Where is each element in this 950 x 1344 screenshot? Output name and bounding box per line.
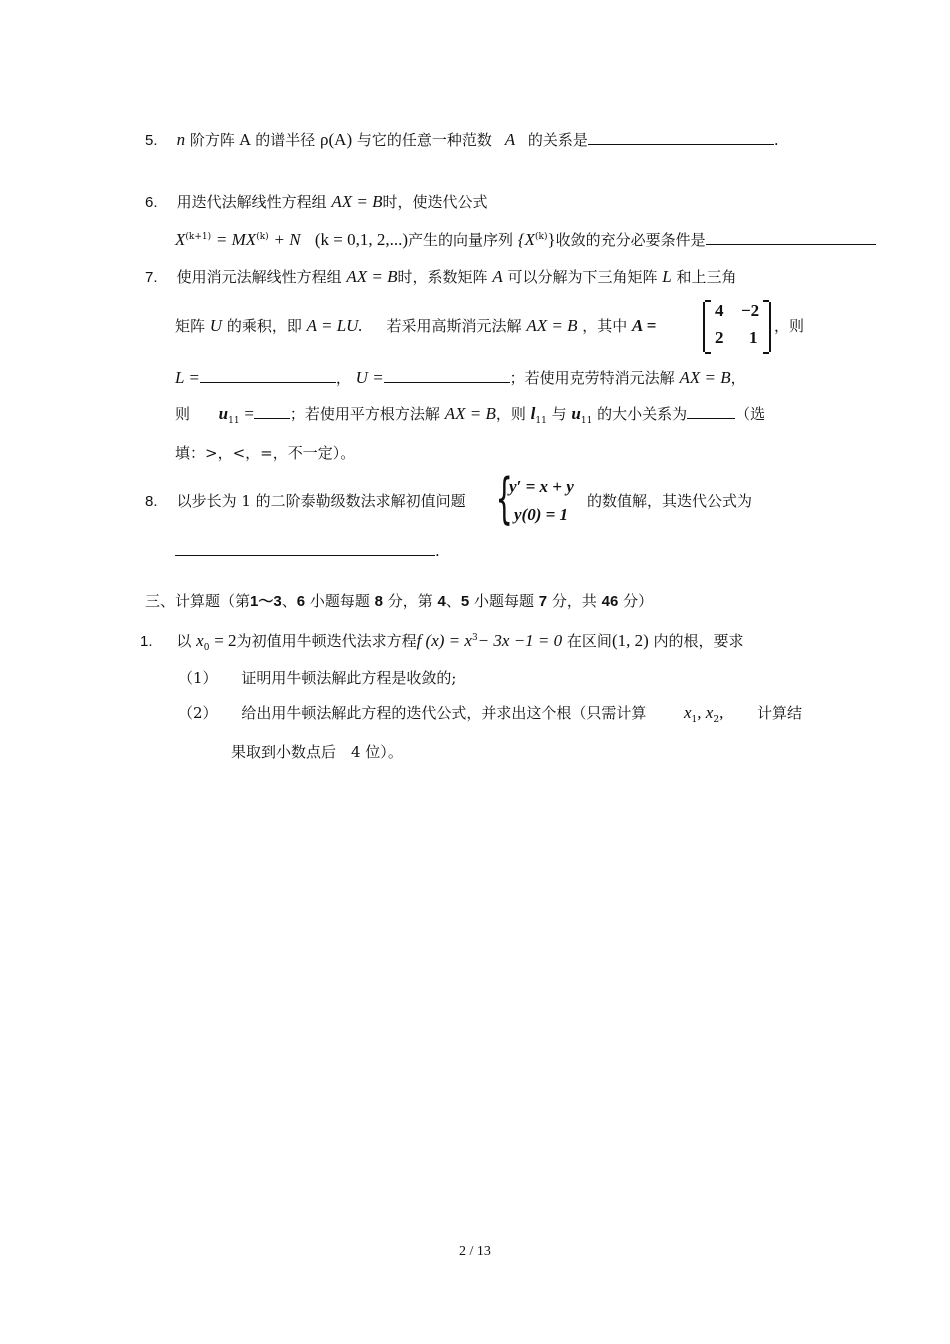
q5-norm-a: A bbox=[504, 130, 516, 149]
q7-l11-sub: 11 bbox=[535, 416, 547, 426]
q7-l-blank[interactable] bbox=[200, 368, 336, 383]
p1-line-1 bbox=[140, 627, 744, 659]
sec3-o: 分） bbox=[618, 592, 654, 610]
p1-text-c: 在区间 bbox=[566, 632, 612, 650]
q7-number: 7. bbox=[145, 269, 158, 286]
q8-line-1b bbox=[587, 490, 752, 512]
q8-number: 8. bbox=[145, 493, 158, 510]
q7-comma-2: ， bbox=[730, 369, 746, 387]
q7-eq-2: AX = B bbox=[526, 316, 578, 335]
q6-k-range: (k = 0,1, 2,...) bbox=[314, 230, 409, 249]
p1-x1: x bbox=[684, 703, 692, 722]
matrix-a11: 4 bbox=[715, 301, 724, 320]
q7-text-m: ，则 bbox=[495, 405, 526, 423]
q6-text-a: 用迭代法解线性方程组 bbox=[176, 193, 327, 211]
q7-line-5 bbox=[175, 442, 355, 464]
sec3-d: 6 bbox=[296, 593, 306, 610]
p1-text-d: 内的根，要求 bbox=[653, 632, 744, 650]
q7-u-blank[interactable] bbox=[384, 368, 510, 383]
p1-sub-2-end bbox=[757, 702, 802, 724]
q6-line-1 bbox=[145, 191, 488, 214]
q7-l11: l bbox=[530, 404, 536, 423]
q6-text-b: 时，使迭代公式 bbox=[382, 193, 488, 211]
sec3-l: 7 bbox=[538, 593, 548, 610]
q6-text-d: 收敛的充分必要条件是 bbox=[555, 231, 706, 249]
q7-a: A bbox=[492, 267, 503, 286]
q8-eq-2: y(0) = 1 bbox=[514, 505, 569, 524]
q6-mx: = MX bbox=[215, 230, 257, 249]
q6-plus-n: + N bbox=[273, 230, 301, 249]
q7-line-2b bbox=[774, 315, 804, 337]
p1-number: 1. bbox=[140, 633, 153, 650]
q6-x: X bbox=[175, 230, 186, 249]
p1-sub-2-vars bbox=[684, 702, 723, 731]
q6-seq-sup: (k) bbox=[535, 232, 548, 242]
q7-text-j: ；若使用克劳特消元法解 bbox=[509, 369, 675, 387]
q8-line-2 bbox=[175, 540, 440, 562]
q7-text-k: 则 bbox=[175, 405, 191, 423]
matrix-a22: 1 bbox=[749, 328, 758, 347]
q5-line bbox=[145, 129, 779, 152]
q6-number: 6. bbox=[145, 194, 158, 211]
q7-comma: ， bbox=[335, 369, 351, 387]
section3-heading bbox=[145, 590, 653, 613]
sec3-i: 、 bbox=[445, 592, 461, 610]
p1-x2-sub: 2 bbox=[713, 715, 720, 725]
q7-u-equals: U = bbox=[355, 368, 384, 387]
q6-sup-k: (k) bbox=[256, 232, 269, 242]
q7-text-i: ，则 bbox=[774, 317, 805, 335]
p1-sub-3 bbox=[231, 741, 403, 763]
p1-text-a: 以 bbox=[176, 632, 192, 650]
q8-brace: { bbox=[495, 467, 513, 530]
q7-line-4 bbox=[175, 403, 765, 432]
q7-u11-b-sub: 11 bbox=[580, 416, 593, 426]
q5-text-c: 的关系是 bbox=[527, 131, 588, 149]
q7-text-g: 若采用高斯消元法解 bbox=[386, 317, 522, 335]
p1-sub2-label: （2） bbox=[178, 704, 218, 722]
q6-seq: {X bbox=[517, 230, 535, 249]
q8-answer-blank[interactable] bbox=[175, 541, 435, 556]
q5-number: 5. bbox=[145, 132, 158, 149]
q7-text-p: （选 bbox=[735, 405, 766, 423]
q7-text-l: ；若使用平方根方法解 bbox=[289, 405, 440, 423]
q8-text-b: 的数值解，其迭代公式为 bbox=[587, 492, 753, 510]
p1-comma: , bbox=[719, 703, 724, 722]
p1-sub1-text: 证明用牛顿法解此方程是收敛的; bbox=[241, 669, 457, 687]
q8-line-1 bbox=[145, 490, 466, 513]
q7-a-equals: A = bbox=[632, 316, 657, 335]
q7-text-a: 使用消元法解线性方程组 bbox=[176, 268, 342, 286]
q7-line-1 bbox=[145, 266, 737, 289]
q7-u11-b: u bbox=[571, 404, 581, 423]
q8-eq-1: y′ = x + y bbox=[509, 477, 574, 496]
q7-text-c: 可以分解为下三角矩阵 bbox=[507, 268, 658, 286]
q6-line-2 bbox=[175, 226, 876, 251]
sec3-f: 8 bbox=[374, 593, 383, 610]
p1-x2: , x bbox=[697, 703, 714, 722]
p1-eq-2: = 2 bbox=[214, 631, 237, 650]
q5-rho: ρ(A) bbox=[320, 130, 353, 149]
q7-eq-3: AX = B bbox=[679, 368, 731, 387]
q7-text-n: 与 bbox=[551, 405, 567, 423]
q5-n: n bbox=[176, 130, 186, 149]
q6-answer-blank[interactable] bbox=[706, 230, 876, 245]
p1-fx: f (x) = x bbox=[416, 631, 472, 650]
q7-eq: AX = B bbox=[346, 267, 398, 286]
q7-text-o: 的大小关系为 bbox=[597, 405, 688, 423]
q7-line-2 bbox=[175, 315, 656, 337]
p1-sub1-label: （1） bbox=[178, 669, 218, 687]
q6-sup-k1: (k+1) bbox=[185, 232, 212, 242]
sec3-k: 小题每题 bbox=[469, 592, 539, 610]
q7-text-f: 的乘积，即 bbox=[226, 317, 302, 335]
q7-text-e: 矩阵 bbox=[175, 317, 206, 335]
p1-cube: 3 bbox=[471, 633, 478, 643]
q7-matrix bbox=[703, 302, 771, 352]
q6-text-c: 产生的向量序列 bbox=[408, 231, 514, 249]
q5-answer-blank[interactable] bbox=[588, 130, 774, 145]
p1-x0: x bbox=[196, 631, 204, 650]
q6-seq-close: } bbox=[547, 230, 556, 249]
matrix-a21: 2 bbox=[715, 328, 724, 347]
q7-u11: u bbox=[218, 404, 229, 423]
q7-line-3 bbox=[175, 367, 746, 389]
sec3-n: 46 bbox=[601, 593, 619, 610]
sec3-e: 小题每题 bbox=[305, 592, 375, 610]
q7-a-lu: A = LU. bbox=[306, 316, 363, 335]
q6-eq: AX = B bbox=[331, 192, 383, 211]
sec3-a: 三、计算题（第 bbox=[145, 592, 251, 610]
q7-l-equals: L = bbox=[175, 368, 200, 387]
sec3-m: 分，共 bbox=[547, 592, 602, 610]
q5-text-a: 阶方阵 A 的谱半径 bbox=[189, 131, 316, 149]
sec3-g: 分，第 bbox=[382, 592, 438, 610]
q5-text-b: 与它的任意一种范数 bbox=[356, 131, 492, 149]
p1-text-b: 为初值用牛顿迭代法求方程 bbox=[236, 632, 417, 650]
q7-u11-sub: 11 bbox=[228, 416, 240, 426]
q7-u11-blank[interactable] bbox=[254, 404, 290, 419]
q7-text-b: 时，系数矩阵 bbox=[397, 268, 488, 286]
q8-text-a: 以步长为 1 的二阶泰勒级数法求解初值问题 bbox=[176, 492, 466, 510]
p1-sub2-text-c: 果取到小数点后 4 位）。 bbox=[231, 743, 403, 761]
matrix-a12: −2 bbox=[741, 301, 760, 320]
p1-sub2-text-b: 计算结 bbox=[757, 704, 803, 722]
p1-sub2-text: 给出用牛顿法解此方程的迭代公式，并求出这个根（只需计算 bbox=[241, 704, 647, 722]
q7-u: U bbox=[209, 316, 223, 335]
sec3-b: 1～3 bbox=[250, 593, 282, 610]
q5-period: . bbox=[773, 131, 779, 149]
q7-text-h: ，其中 bbox=[582, 317, 628, 335]
q8-period: . bbox=[435, 542, 440, 560]
q7-text-d: 和上三角 bbox=[676, 268, 737, 286]
p1-sub-1 bbox=[178, 667, 456, 689]
p1-interval: (1, 2) bbox=[611, 631, 649, 650]
q7-text-q: 填：>，<，=，不一定）。 bbox=[175, 444, 356, 462]
p1-sub-2 bbox=[178, 702, 646, 724]
page-number: 2 / 13 bbox=[459, 1244, 491, 1259]
q7-eq-4: AX = B bbox=[444, 404, 496, 423]
p1-fx-rest: − 3x −1 = 0 bbox=[477, 631, 563, 650]
q7-eq-sign: = bbox=[244, 404, 254, 423]
p1-x0-sub: 0 bbox=[203, 643, 210, 653]
q7-compare-blank[interactable] bbox=[687, 404, 735, 419]
q7-l: L bbox=[662, 267, 672, 286]
sec3-j: 5 bbox=[460, 593, 470, 610]
sec3-h: 4 bbox=[437, 593, 446, 610]
p1-x1-sub: 1 bbox=[691, 715, 698, 725]
sec3-c: 、 bbox=[281, 592, 297, 610]
